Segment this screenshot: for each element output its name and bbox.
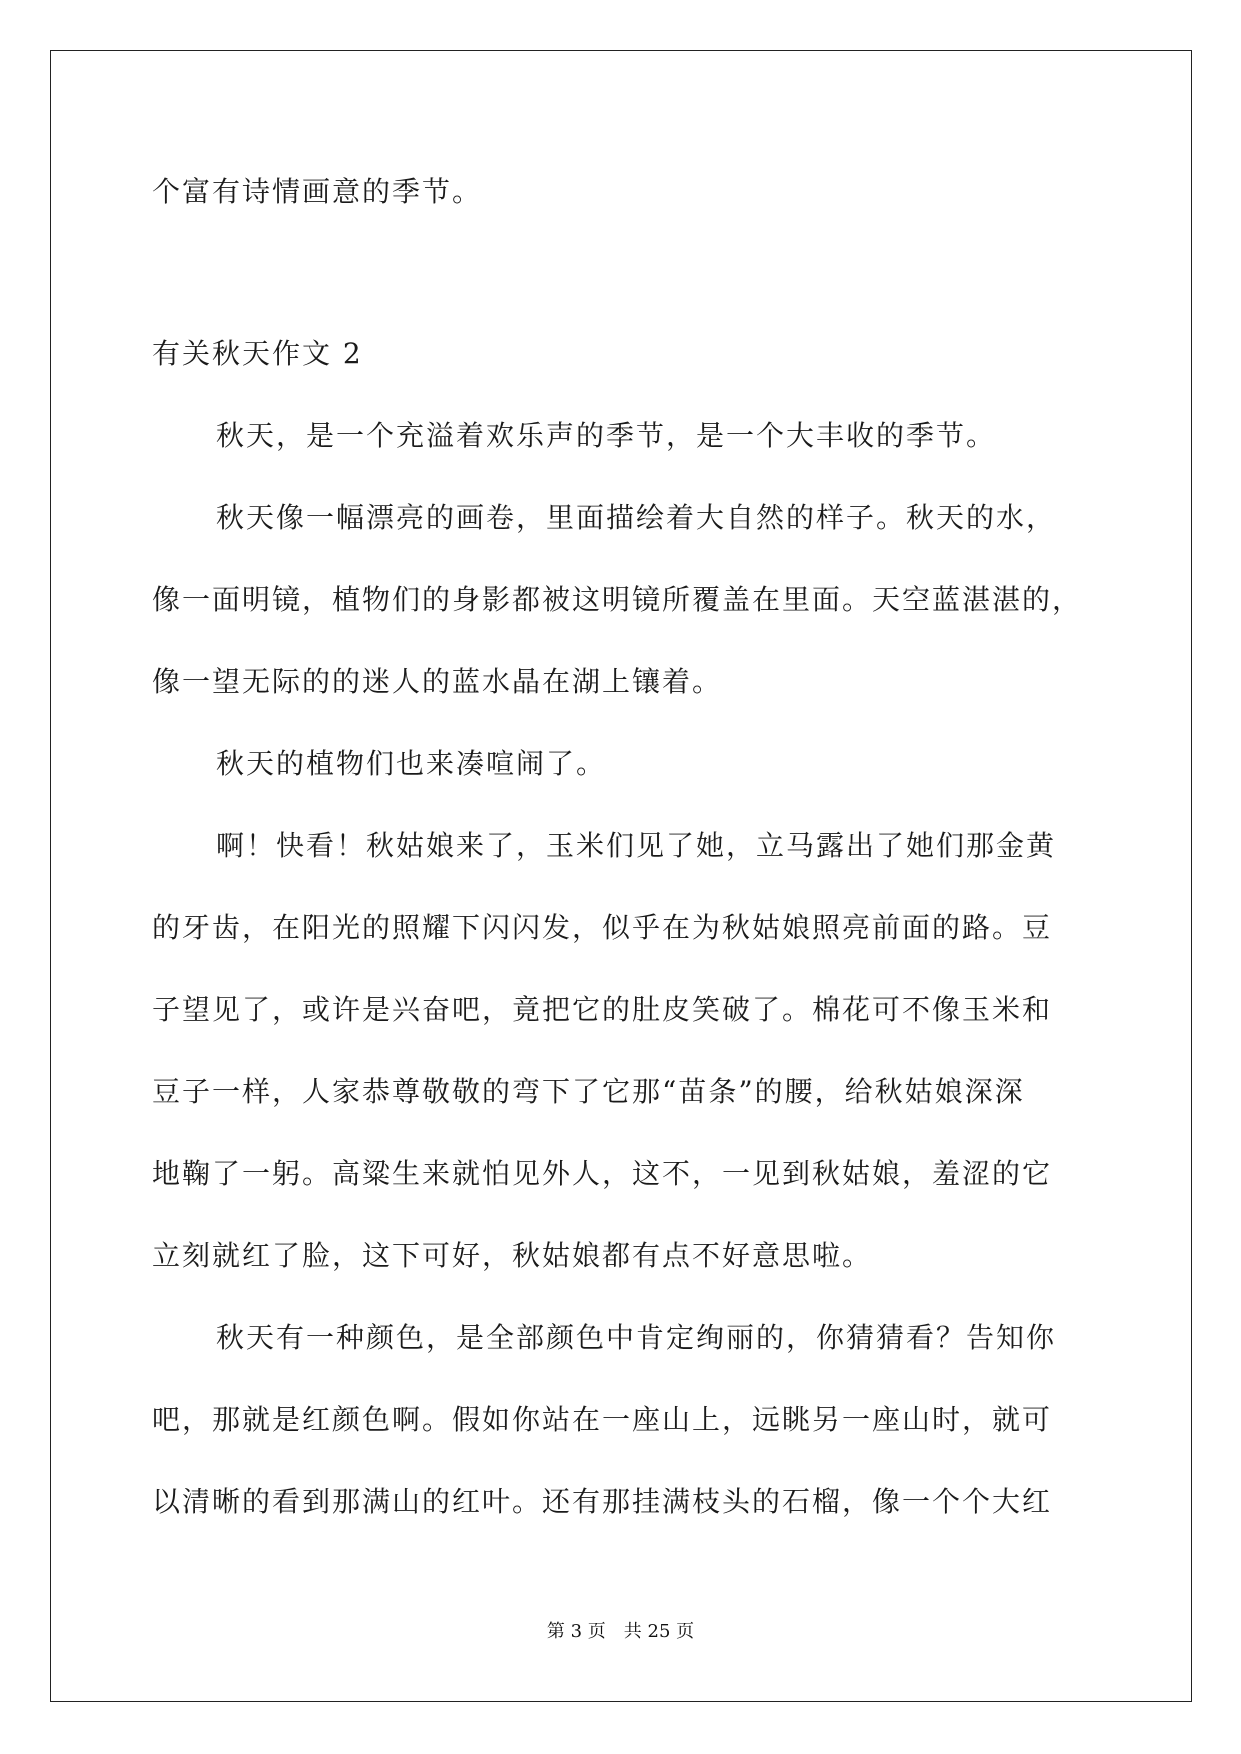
paragraph-line: 秋天有一种颜色，是全部颜色中肯定绚丽的，你猜猜看？告知你 <box>216 1321 1057 1354</box>
paragraph-line: 豆子一样，人家恭尊敬敬的弯下了它那“苗条”的腰，给秋姑娘深深 <box>152 1075 1025 1108</box>
paragraph-line: 秋天，是一个充溢着欢乐声的季节，是一个大丰收的季节。 <box>216 419 997 452</box>
paragraph-line: 像一望无际的的迷人的蓝水晶在湖上镶着。 <box>152 665 723 698</box>
paragraph-line: 子望见了，或许是兴奋吧，竟把它的肚皮笑破了。棉花可不像玉米和 <box>152 993 1053 1026</box>
paragraph-line: 像一面明镜，植物们的身影都被这明镜所覆盖在里面。天空蓝湛湛的， <box>152 583 1083 616</box>
page-border <box>50 50 1192 1702</box>
paragraph-line: 的牙齿，在阳光的照耀下闪闪发，似乎在为秋姑娘照亮前面的路。豆 <box>152 911 1053 944</box>
page-footer <box>0 1620 1241 1644</box>
paragraph-line: 立刻就红了脸，这下可好，秋姑娘都有点不好意思啦。 <box>152 1239 873 1272</box>
paragraph-line: 以清晰的看到那满山的红叶。还有那挂满枝头的石榴，像一个个大红 <box>152 1485 1053 1518</box>
total-pages: 共 25 页 <box>623 1621 695 1642</box>
paragraph-line: 秋天像一幅漂亮的画卷，里面描绘着大自然的样子。秋天的水， <box>216 501 1057 534</box>
paragraph-line: 吧，那就是红颜色啊。假如你站在一座山上，远眺另一座山时，就可 <box>152 1403 1053 1436</box>
paragraph-line: 地鞠了一躬。高粱生来就怕见外人，这不，一见到秋姑娘，羞涩的它 <box>152 1157 1053 1190</box>
paragraph-line: 秋天的植物们也来凑喧闹了。 <box>216 747 607 780</box>
section-heading: 有关秋天作文 2 <box>152 337 363 370</box>
text-line-continuation: 个富有诗情画意的季节。 <box>152 175 483 208</box>
paragraph-line: 啊！快看！秋姑娘来了，玉米们见了她，立马露出了她们那金黄 <box>216 829 1057 862</box>
current-page-number: 第 3 页 <box>546 1621 606 1642</box>
